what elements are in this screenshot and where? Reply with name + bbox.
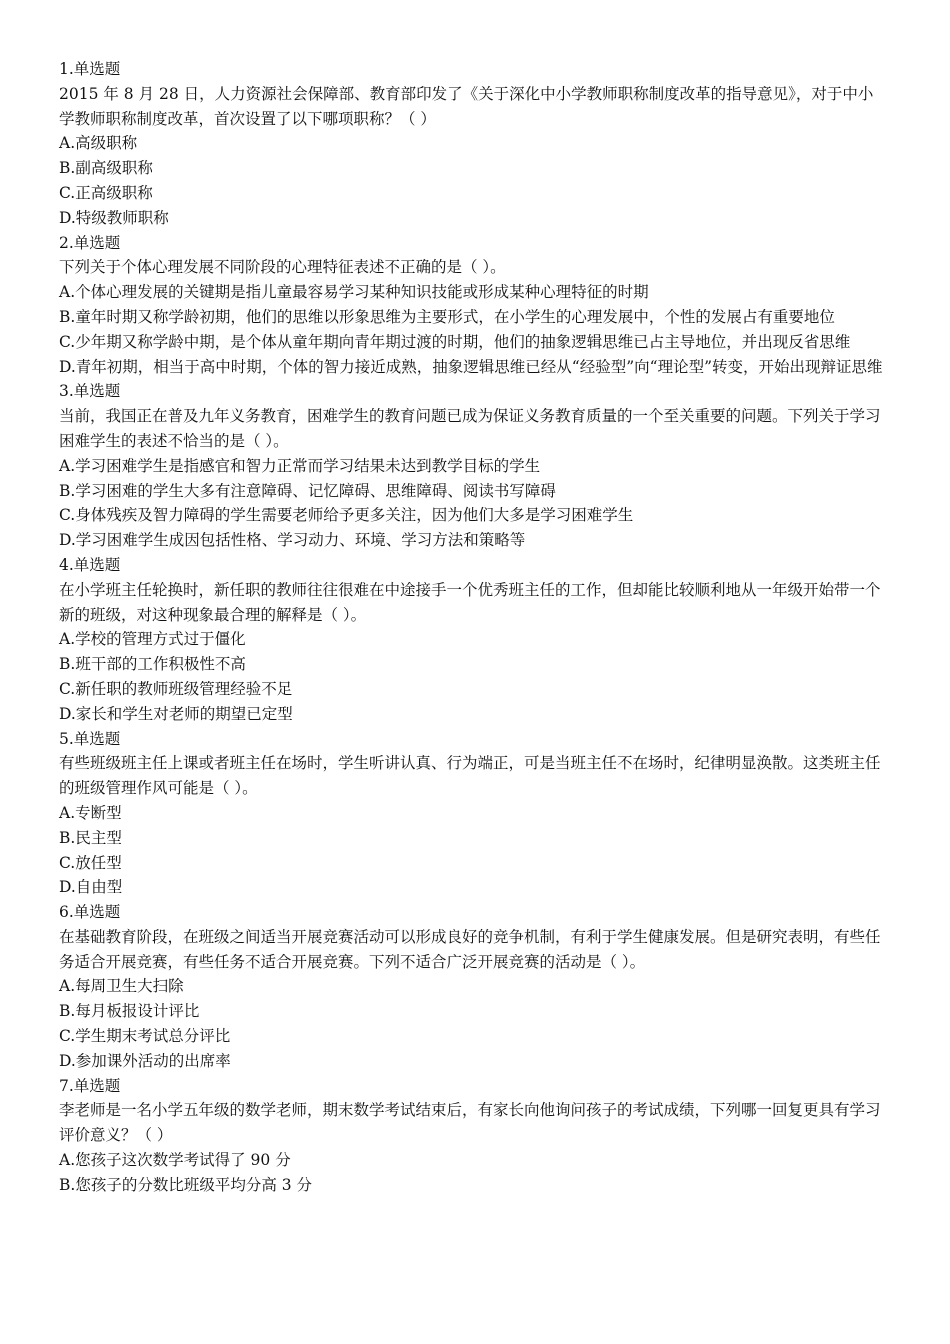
option-c: C.放任型 xyxy=(59,853,122,872)
option-a: A.学校的管理方式过于僵化 xyxy=(59,630,246,649)
option-b: B.民主型 xyxy=(59,828,122,847)
option-d: D.家长和学生对老师的期望已定型 xyxy=(59,704,293,723)
option-d: D.青年初期，相当于高中时期，个体的智力接近成熟，抽象逻辑思维已经从“经验型”向“理论型”转变，开始出现辩证思维 xyxy=(59,357,883,376)
option-b: B.童年时期又称学龄初期，他们的思维以形象思维为主要形式，在小学生的心理发展中，个性的发展占有重要地位 xyxy=(59,307,835,326)
question-stem: 下列关于个体心理发展不同阶段的心理特征表述不正确的是（ ）。 xyxy=(59,258,506,277)
option-d: D.参加课外活动的出席率 xyxy=(59,1051,231,1070)
question-1 xyxy=(59,57,884,231)
option-d: D.学习困难学生成因包括性格、学习动力、环境、学习方法和策略等 xyxy=(59,531,526,550)
question-2 xyxy=(59,231,884,380)
question-3 xyxy=(59,379,884,553)
question-7 xyxy=(59,1074,884,1198)
option-c: C.新任职的教师班级管理经验不足 xyxy=(59,679,293,698)
option-b: B.副高级职称 xyxy=(59,159,153,178)
option-b: B.您孩子的分数比班级平均分高 3 分 xyxy=(59,1175,313,1194)
question-header: 2.单选题 xyxy=(59,233,121,252)
option-b: B.学习困难的学生大多有注意障碍、记忆障碍、思维障碍、阅读书写障碍 xyxy=(59,481,556,500)
option-c: C.正高级职称 xyxy=(59,183,153,202)
option-a: A.个体心理发展的关键期是指儿童最容易学习某种知识技能或形成某种心理特征的时期 xyxy=(59,283,649,302)
question-stem: 有些班级班主任上课或者班主任在场时，学生听讲认真、行为端正，可是当班主任不在场时，纪律明显涣散。这类班主任的班级管理作风可能是（ ）。 xyxy=(59,754,881,798)
question-header: 4.单选题 xyxy=(59,555,121,574)
option-c: C.少年期又称学龄中期，是个体从童年期向青年期过渡的时期，他们的抽象逻辑思维已占主导地位，并出现反省思维 xyxy=(59,332,851,351)
option-c: C.身体残疾及智力障碍的学生需要老师给予更多关注，因为他们大多是学习困难学生 xyxy=(59,506,634,525)
option-b: B.班干部的工作积极性不高 xyxy=(59,655,246,674)
option-a: A.高级职称 xyxy=(59,134,138,153)
option-b: B.每月板报设计评比 xyxy=(59,1002,200,1021)
option-d: D.自由型 xyxy=(59,878,123,897)
question-header: 3.单选题 xyxy=(59,382,121,401)
option-a: A.学习困难学生是指感官和智力正常而学习结果未达到教学目标的学生 xyxy=(59,456,541,475)
option-d: D.特级教师职称 xyxy=(59,208,169,227)
question-header: 1.单选题 xyxy=(59,60,121,78)
question-stem: 当前，我国正在普及九年义务教育，困难学生的教育问题已成为保证义务教育质量的一个至关重要的问题。下列关于学习困难学生的表述不恰当的是（ ）。 xyxy=(59,407,881,450)
option-a: A.每周卫生大扫除 xyxy=(59,977,184,996)
option-c: C.学生期末考试总分评比 xyxy=(59,1027,231,1046)
question-header: 6.单选题 xyxy=(59,903,121,922)
question-6 xyxy=(59,900,884,1074)
question-stem: 李老师是一名小学五年级的数学老师，期末数学考试结束后，有家长向他询问孩子的考试成绩，下列哪一回复更具有学习评价意义？（ ） xyxy=(59,1101,881,1145)
question-stem: 2015 年 8 月 28 日，人力资源社会保障部、教育部印发了《关于深化中小学教师职称制度改革的指导意见》，对于中小学教师职称制度改革，首次设置了以下哪项职称？（ ） xyxy=(59,84,874,128)
question-4 xyxy=(59,553,884,727)
question-header: 5.单选题 xyxy=(59,729,121,748)
option-a: A.专断型 xyxy=(59,803,122,822)
option-a: A.您孩子这次数学考试得了 90 分 xyxy=(59,1151,291,1170)
question-header: 7.单选题 xyxy=(59,1076,121,1095)
question-stem: 在小学班主任轮换时，新任职的教师往往很难在中途接手一个优秀班主任的工作，但却能比较顺利地从一年级开始带一个新的班级，对这种现象最合理的解释是（ ）。 xyxy=(59,580,881,624)
question-5 xyxy=(59,727,884,901)
question-stem: 在基础教育阶段，在班级之间适当开展竞赛活动可以形成良好的竞争机制，有利于学生健康发展。但是研究表明，有些任务适合开展竞赛，有些任务不适合开展竞赛。下列不适合广泛开展竞赛的活动是（ ）。 xyxy=(59,927,881,971)
